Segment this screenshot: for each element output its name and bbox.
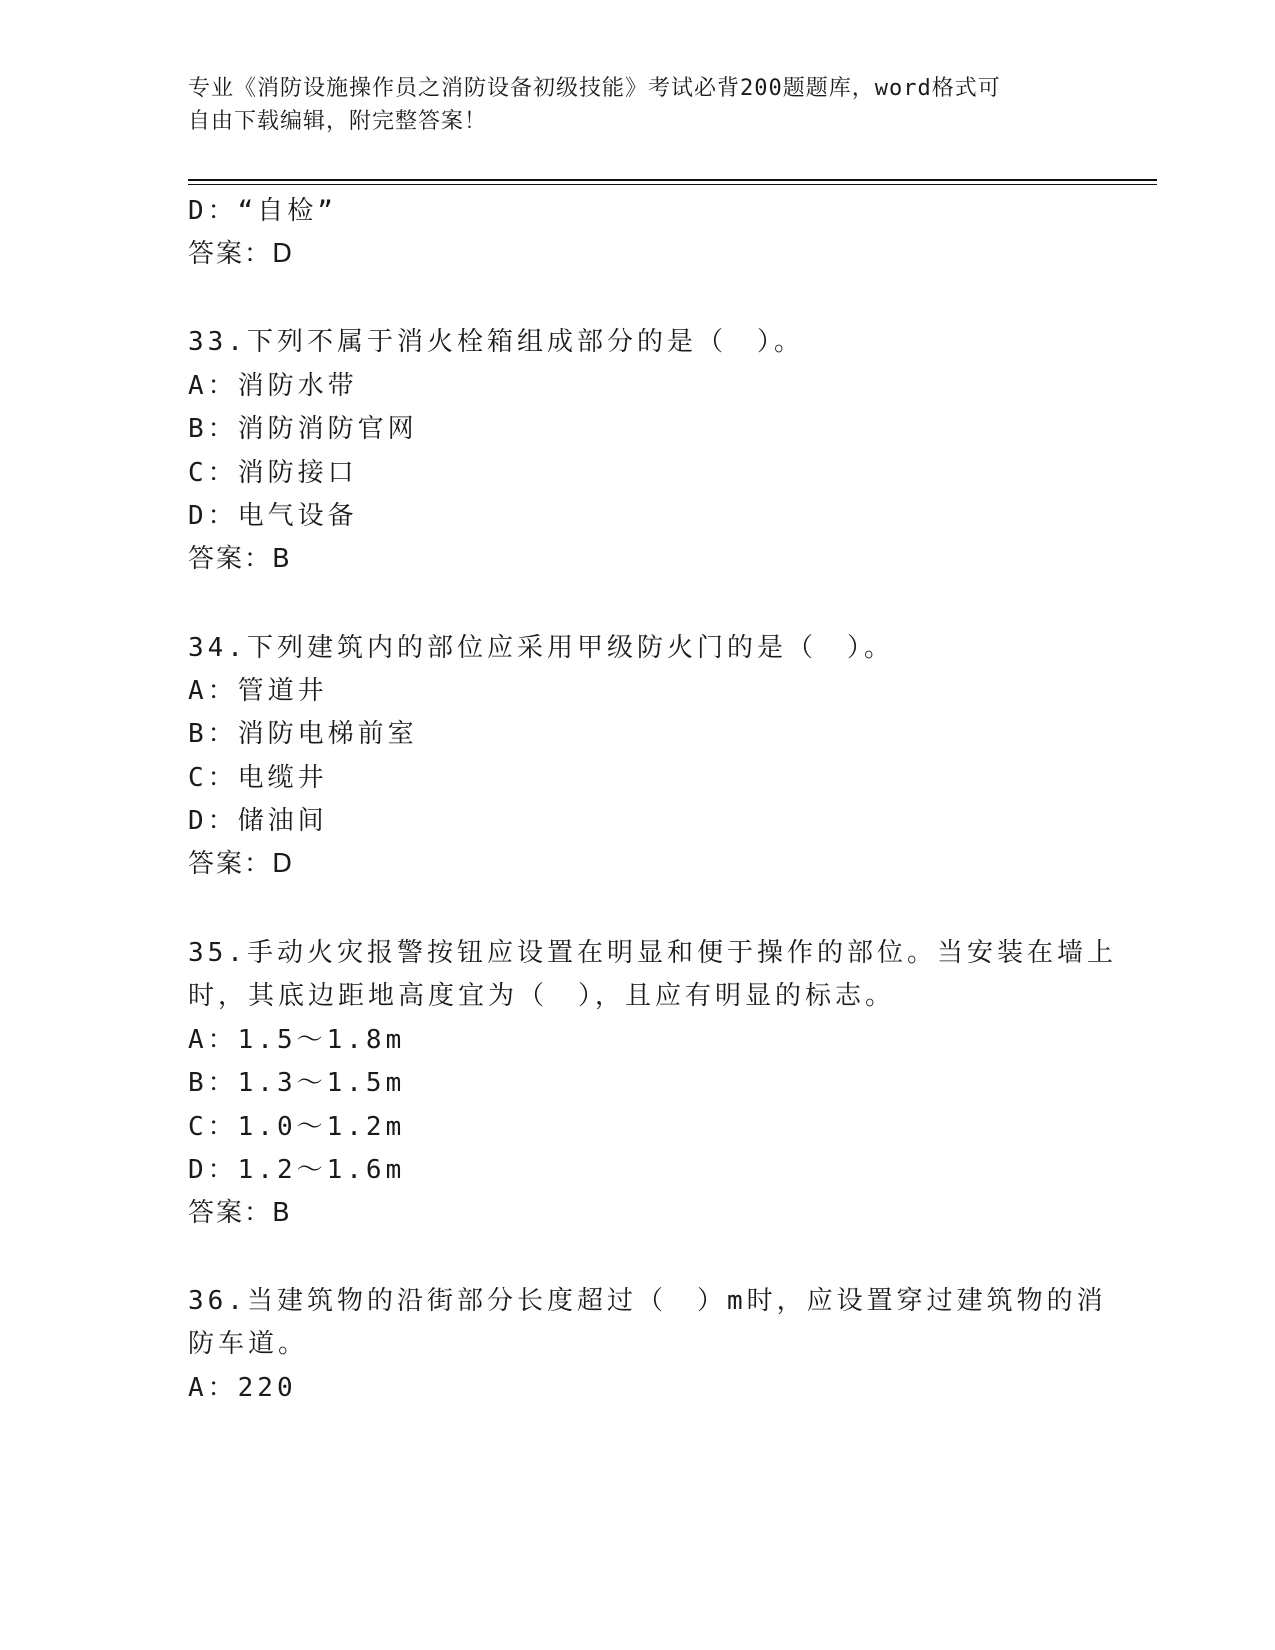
q36-stem-line-2: 防车道。	[188, 1329, 309, 1359]
q35-stem-line-1: 35.手动火灾报警按钮应设置在明显和便于操作的部位。当安装在墙上	[188, 938, 1117, 968]
q33-stem: 33.下列不属于消火栓箱组成部分的是（ ）。	[188, 327, 804, 357]
q34-stem: 34.下列建筑内的部位应采用甲级防火门的是（ ）。	[188, 633, 894, 663]
q34-option-b: B：消防电梯前室	[188, 719, 418, 749]
q34-option-d: D：储油间	[188, 806, 328, 836]
page-header	[188, 72, 1088, 138]
q35-stem-line-2: 时，其底边距地高度宜为（ ），且应有明显的标志。	[188, 981, 896, 1011]
q33-answer: 答案：B	[188, 544, 292, 574]
q33-option-a: A：消防水带	[188, 371, 358, 401]
q34-option-c: C：电缆井	[188, 763, 328, 793]
header-line-1: 专业《消防设施操作员之消防设备初级技能》考试必背200题题库，word格式可	[188, 76, 1001, 101]
q34-answer: 答案：D	[188, 849, 295, 879]
header-divider-thick	[188, 179, 1157, 181]
q35-option-d: D：1.2～1.6m	[188, 1155, 406, 1185]
q33-option-b: B：消防消防官网	[188, 414, 418, 444]
q36-stem-line-1: 36.当建筑物的沿街部分长度超过（ ）m时，应设置穿过建筑物的消	[188, 1286, 1107, 1316]
header-line-2: 自由下载编辑，附完整答案！	[188, 109, 488, 134]
q33-option-d: D：电气设备	[188, 501, 358, 531]
q35-answer: 答案：B	[188, 1198, 292, 1228]
header-divider-thin	[188, 184, 1157, 185]
q34-option-a: A：管道井	[188, 676, 328, 706]
q35-option-c: C：1.0～1.2m	[188, 1112, 406, 1142]
q32-option-d: D：“自检”	[188, 196, 337, 226]
q33-option-c: C：消防接口	[188, 458, 358, 488]
q32-answer: 答案：D	[188, 239, 295, 269]
q35-option-b: B：1.3～1.5m	[188, 1068, 406, 1098]
q35-option-a: A：1.5～1.8m	[188, 1025, 406, 1055]
q36-option-a: A：220	[188, 1373, 297, 1403]
